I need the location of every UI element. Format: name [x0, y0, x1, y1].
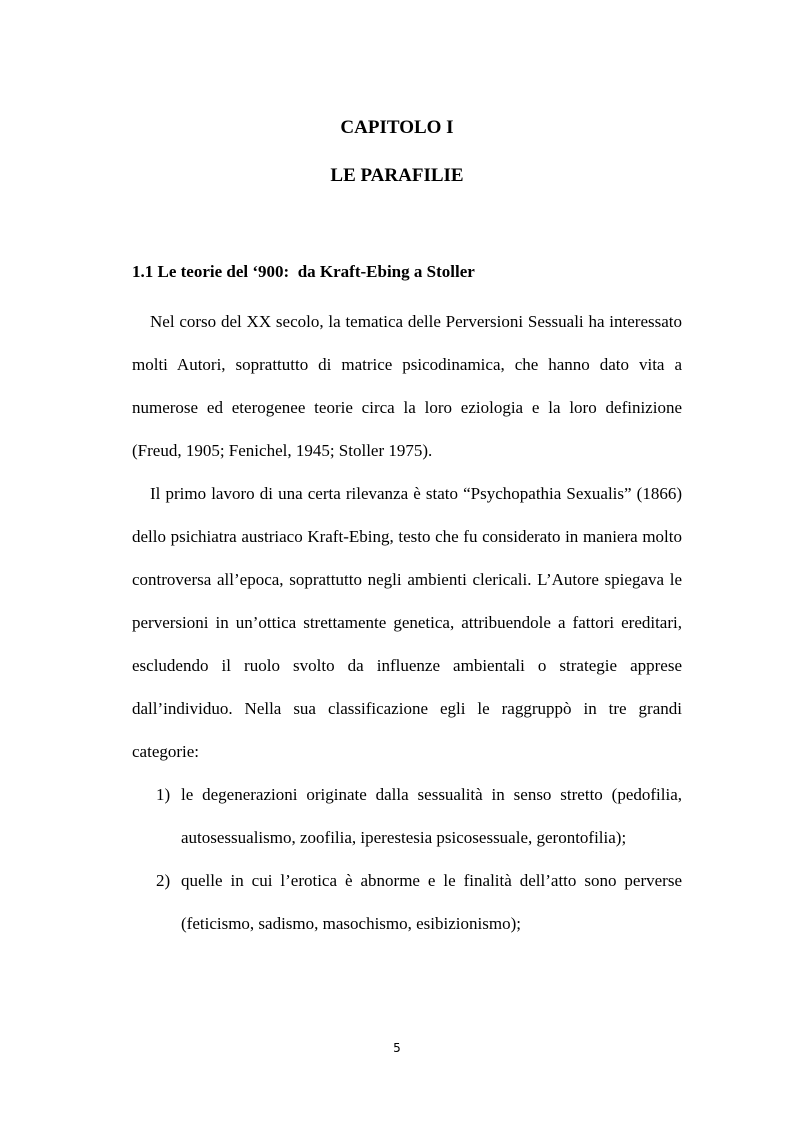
body-text	[132, 300, 682, 945]
section-heading: 1.1 Le teorie del ‘900: da Kraft-Ebing a Stoller	[132, 262, 475, 281]
category-list	[132, 773, 682, 945]
list-item	[132, 859, 682, 945]
chapter-title: CAPITOLO I	[340, 117, 454, 138]
paragraph: Nel corso del XX secolo, la tematica delle Perversioni Sessuali ha interessato molti Autori, soprattutto di matrice psicodinamica, che hanno dato vita a numerose ed eterogenee teorie circa la loro eziologia e la loro definizione (Freud, 1905; Fenichel, 1945; Stoller 1975).	[132, 312, 682, 460]
page-number: 5	[393, 1041, 401, 1055]
chapter-subtitle: LE PARAFILIE	[330, 165, 464, 186]
list-item-number: 2)	[156, 871, 171, 890]
list-item-number: 1)	[156, 785, 171, 804]
list-item	[132, 773, 682, 859]
paragraph: Il primo lavoro di una certa rilevanza è stato “Psychopathia Sexualis” (1866) dello psichiatra austriaco Kraft-Ebing, testo che fu considerato in maniera molto controversa all’epoca, soprattutto negli ambienti clericali. L’Autore spiegava le perversioni in un’ottica strettamente genetica, attribuendole a fattori ereditari, escludendo il ruolo svolto da influenze ambientali o strategie apprese dall’individuo. Nella sua classificazione egli le raggruppò in tre grandi categorie:	[132, 484, 682, 761]
list-item-text: le degenerazioni originate dalla sessualità in senso stretto (pedofilia, autosessualismo, zoofilia, iperestesia psicosessuale, gerontofilia);	[181, 785, 682, 847]
list-item-text: quelle in cui l’erotica è abnorme e le finalità dell’atto sono perverse (feticismo, sadismo, masochismo, esibizionismo);	[181, 871, 682, 933]
